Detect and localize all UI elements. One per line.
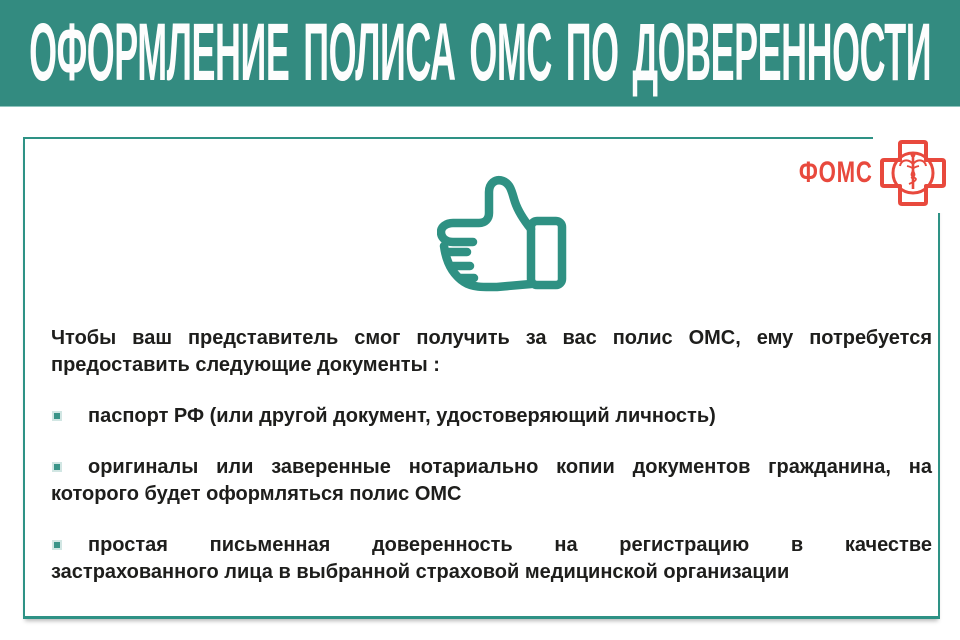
bullet-item-originals xyxy=(51,454,932,508)
bullet-line xyxy=(51,403,932,430)
intro-line-2: предоставить следующие документы : xyxy=(51,354,440,376)
thumbs-up-icon xyxy=(437,172,569,294)
bullet-item-passport xyxy=(51,403,932,430)
intro-paragraph xyxy=(51,325,932,379)
bullet-text-wrap: застрахованного лица в выбранной страховой медицинской организации xyxy=(51,561,790,583)
header-band xyxy=(0,0,960,107)
bullet-text-wrap: которого будет оформляться полис ОМС xyxy=(51,483,462,505)
content-card xyxy=(23,137,940,619)
foms-logo-text: ФОМС xyxy=(799,156,873,189)
bullet-text: простая письменная доверенность на регистрацию в качестве xyxy=(88,534,932,556)
medical-cross-caduceus-icon xyxy=(879,139,947,207)
intro-line-1: Чтобы ваш представитель смог получить за вас полис ОМС, ему потребуется xyxy=(51,327,932,349)
bullet-item-power-of-attorney xyxy=(51,532,932,586)
bullet-line xyxy=(51,532,932,559)
bullet-text: оригиналы или заверенные нотариально копии документов гражданина, на xyxy=(88,456,932,478)
foms-logo xyxy=(773,139,947,207)
square-bullet-icon xyxy=(54,413,60,419)
bullet-line xyxy=(51,454,932,481)
square-bullet-icon xyxy=(54,542,60,548)
bullet-text: паспорт РФ (или другой документ, удостоверяющий личность) xyxy=(88,405,716,427)
page-title: ОФОРМЛЕНИЕ ПОЛИСА ОМС ПО ДОВЕРЕННОСТИ xyxy=(29,7,932,98)
square-bullet-icon xyxy=(54,464,60,470)
card-text xyxy=(51,325,932,586)
